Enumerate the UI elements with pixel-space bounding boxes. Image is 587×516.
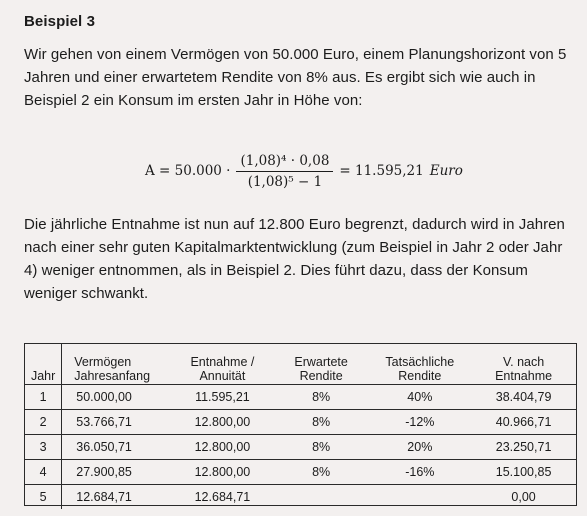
cell-erwartete: 8% <box>312 390 331 404</box>
cell-jahr: 4 <box>25 460 62 485</box>
cell-tatsaechliche <box>368 485 471 510</box>
cell-vermoegen: 36.050,71 <box>76 440 132 454</box>
cell-entnahme: 11.595,21 <box>195 390 250 404</box>
cell-tatsaechliche: -12% <box>405 415 435 429</box>
cell-entnahme: 12.800,00 <box>194 440 251 454</box>
cell-vnach: 15.100,85 <box>495 465 552 479</box>
cell-vnach: 23.250,71 <box>495 440 552 454</box>
cell-erwartete: 8% <box>312 415 331 429</box>
cell-entnahme: 12.684,71 <box>194 490 251 504</box>
header-erwartete-rendite: Erwartete Rendite <box>294 355 348 383</box>
header-v-nach-entnahme: V. nach Entnahme <box>495 355 553 383</box>
cell-entnahme: 12.800,00 <box>194 465 251 479</box>
cell-tatsaechliche: 20% <box>407 440 433 454</box>
cell-vermoegen: 12.684,71 <box>76 490 132 504</box>
cell-entnahme: 12.800,00 <box>194 415 251 429</box>
cell-erwartete <box>274 485 369 510</box>
cell-jahr: 2 <box>25 410 62 435</box>
header-tatsaechliche-rendite: Tatsächliche Rendite <box>385 355 455 383</box>
formula-fraction <box>236 153 333 190</box>
formula-lhs: A = 50.000 · <box>145 163 231 179</box>
cell-jahr: 5 <box>25 485 62 510</box>
formula-rhs: = 11.595,21 <box>339 163 424 179</box>
withdrawal-table <box>24 343 577 506</box>
table-row <box>25 485 576 510</box>
second-paragraph: Die jährliche Entnahme ist nun auf 12.800 Euro begrenzt, dadurch wird in Jahren nach einer sehr guten Kapitalmarktentwicklung (zum Beispiel in Jahr 2 oder Jahr 4) weniger entnommen, als in Beispiel 2. Dies führt dazu, dass der Konsum weniger schwankt. <box>24 216 565 302</box>
cell-jahr: 1 <box>25 385 62 410</box>
table-row <box>25 410 576 435</box>
cell-erwartete: 8% <box>312 465 331 479</box>
header-entnahme: Entnahme / Annuität <box>190 355 255 383</box>
formula-numerator: (1,08)⁴ · 0,08 <box>240 152 330 169</box>
table-header-row <box>25 344 576 385</box>
header-jahr: Jahr <box>25 344 62 385</box>
cell-vermoegen: 27.900,85 <box>76 465 132 479</box>
cell-vnach: 40.966,71 <box>495 415 552 429</box>
cell-vnach: 0,00 <box>511 490 536 504</box>
cell-vermoegen: 50.000,00 <box>76 390 132 404</box>
table-row <box>25 460 576 485</box>
cell-tatsaechliche: -16% <box>405 465 435 479</box>
intro-paragraph: Wir gehen von einem Vermögen von 50.000 Euro, einem Planungshorizont von 5 Jahren und einer erwartetem Rendite von 8% aus. Es ergibt sich wie auch in Beispiel 2 ein Konsum im ersten Jahr in Höhe von: <box>24 46 567 109</box>
cell-jahr: 3 <box>25 435 62 460</box>
cell-vermoegen: 53.766,71 <box>76 415 132 429</box>
header-vermoegen: Vermögen Jahresanfang <box>74 355 151 383</box>
annuity-formula <box>145 148 463 194</box>
formula-unit: Euro <box>429 163 463 179</box>
cell-vnach: 38.404,79 <box>495 390 552 404</box>
table-row <box>25 435 576 460</box>
formula-denominator: (1,08)⁵ − 1 <box>247 173 323 190</box>
cell-erwartete: 8% <box>312 440 331 454</box>
table-grid <box>25 344 576 509</box>
section-heading: Beispiel 3 <box>24 13 96 30</box>
table-row <box>25 385 576 410</box>
cell-tatsaechliche: 40% <box>407 390 433 404</box>
